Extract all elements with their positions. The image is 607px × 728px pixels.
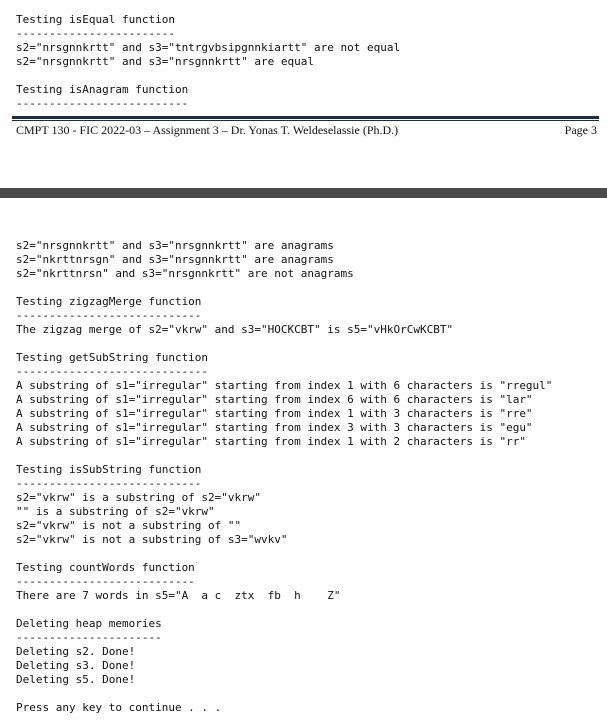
footer-page-number: Page 3 bbox=[564, 123, 597, 137]
console-line: s2="nkrttnrsgn" and s3="nrsgnnkrtt" are anagrams bbox=[16, 253, 334, 266]
page-break-bar bbox=[0, 188, 607, 198]
console-line: ---------------------------- bbox=[16, 477, 202, 490]
console-line bbox=[16, 603, 552, 617]
console-line: s2="vkrw" is a substring of s2="vkrw" bbox=[16, 491, 262, 504]
console-line: A substring of s1="irregular" starting from index 1 with 6 characters is "rregul" bbox=[16, 379, 553, 392]
console-line: Testing zigzagMerge function bbox=[16, 295, 202, 308]
console-line: A substring of s1="irregular" starting from index 1 with 2 characters is "rr" bbox=[16, 435, 526, 448]
console-line: Deleting s3. Done! bbox=[16, 659, 136, 672]
page-separator bbox=[0, 150, 607, 198]
console-line: A substring of s1="irregular" starting from index 6 with 6 characters is "lar" bbox=[16, 393, 533, 406]
console-line: Testing getSubString function bbox=[16, 351, 209, 364]
console-line bbox=[16, 69, 400, 83]
console-line bbox=[16, 687, 552, 701]
console-line: Testing isEqual function bbox=[16, 13, 175, 26]
console-line: Deleting s5. Done! bbox=[16, 673, 136, 686]
console-line: s2="nrsgnnkrtt" and s3="nrsgnnkrtt" are anagrams bbox=[16, 239, 334, 252]
console-line: --------------------------- bbox=[16, 575, 195, 588]
footer-course-info: CMPT 130 - FIC 2022-03 – Assignment 3 – Dr. Yonas T. Weldeselassie (Ph.D.) bbox=[16, 123, 399, 137]
console-line: Deleting s2. Done! bbox=[16, 645, 136, 658]
console-line: s2="vkrw" is not a substring of s3="wvkv" bbox=[16, 533, 288, 546]
console-line: s2="vkrw" is not a substring of "" bbox=[16, 519, 242, 532]
footer-rule-thin bbox=[12, 120, 599, 121]
console-line: Testing countWords function bbox=[16, 561, 195, 574]
console-line bbox=[16, 449, 552, 463]
console-line: ---------------------------- bbox=[16, 309, 202, 322]
console-line: A substring of s1="irregular" starting from index 1 with 3 characters is "rre" bbox=[16, 407, 533, 420]
console-line: Deleting heap memories bbox=[16, 617, 162, 630]
console-line: ----------------------------- bbox=[16, 365, 209, 378]
console-line: Testing isSubString function bbox=[16, 463, 202, 476]
console-line: ------------------------ bbox=[16, 27, 175, 40]
console-line bbox=[16, 281, 552, 295]
console-line bbox=[16, 337, 552, 351]
console-line: Press any key to continue . . . bbox=[16, 701, 222, 714]
console-line: ---------------------- bbox=[16, 631, 162, 644]
console-line: s2="nrsgnnkrtt" and s3="nrsgnnkrtt" are equal bbox=[16, 55, 315, 68]
document-page-4 bbox=[0, 198, 607, 728]
document-page-3 bbox=[0, 0, 607, 150]
console-line: The zigzag merge of s2="vkrw" and s3="HOCKCBT" is s5="vHkOrCwKCBT" bbox=[16, 323, 454, 336]
console-line: -------------------------- bbox=[16, 97, 189, 110]
footer-rule-thick bbox=[12, 116, 599, 119]
console-output-top bbox=[16, 13, 400, 111]
console-line: s2="nrsgnnkrtt" and s3="tntrgvbsipgnnkiartt" are not equal bbox=[16, 41, 401, 54]
console-line bbox=[16, 547, 552, 561]
console-line: Testing isAnagram function bbox=[16, 83, 189, 96]
console-output-bottom bbox=[16, 239, 552, 715]
console-line: "" is a substring of s2="vkrw" bbox=[16, 505, 215, 518]
console-line: s2="nkrttnrsn" and s3="nrsgnnkrtt" are not anagrams bbox=[16, 267, 354, 280]
console-line: A substring of s1="irregular" starting from index 3 with 3 characters is "egu" bbox=[16, 421, 533, 434]
console-line: There are 7 words in s5="A a c ztx fb h Z" bbox=[16, 589, 341, 602]
